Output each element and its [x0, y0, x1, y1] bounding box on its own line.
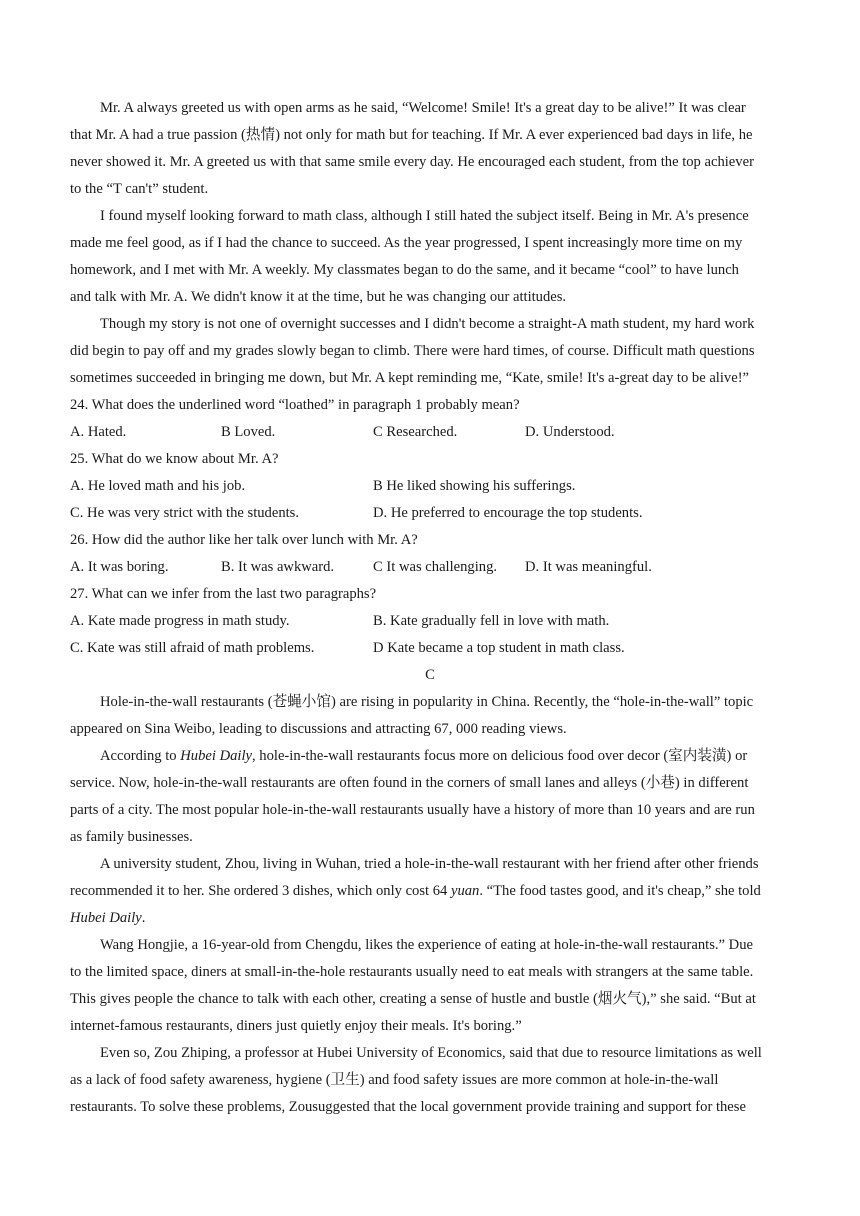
currency-word: yuan — [450, 883, 480, 899]
options-row — [70, 473, 790, 500]
text-line: as family businesses. — [70, 829, 193, 845]
option-c: C. Kate was still afraid of math problems. — [70, 640, 315, 656]
text-line: service. Now, hole-in-the-wall restaurants are often found in the corners of small lanes and alleys (小巷) in different — [70, 775, 749, 791]
question-26 — [70, 527, 790, 581]
text-line: Though my story is not one of overnight successes and I didn't become a straight-A math student, my hard work — [100, 316, 755, 332]
option-c: C Researched. — [373, 424, 458, 440]
text-line: Wang Hongjie, a 16-year-old from Chengdu, likes the experience of eating at hole-in-the-wall restaurants.” Due — [100, 937, 753, 953]
question-27 — [70, 581, 790, 662]
text-line: parts of a city. The most popular hole-in-the-wall restaurants usually have a history of more than 10 years and are run — [70, 802, 755, 818]
text-line — [70, 743, 790, 770]
text-line: restaurants. To solve these problems, Zousuggested that the local government provide training and support for these — [70, 1099, 746, 1115]
text-line: This gives people the chance to talk with each other, creating a sense of hustle and bustle (烟火气),” she said. “But at — [70, 991, 756, 1007]
text-line: internet-famous restaurants, diners just quietly enjoy their meals. It's boring.” — [70, 1018, 522, 1034]
text-line — [70, 878, 790, 905]
text-line: I found myself looking forward to math class, although I still hated the subject itself. Being in Mr. A's presence — [100, 208, 749, 224]
option-a: A. Hated. — [70, 424, 127, 440]
text-run: , hole-in-the-wall restaurants focus more on delicious food over decor (室内装潢) or — [252, 748, 748, 764]
text-line: Hole-in-the-wall restaurants (苍蝇小馆) are rising in popularity in China. Recently, the “hole-in-the-wall” topic — [100, 694, 754, 710]
text-line: homework, and I met with Mr. A weekly. My classmates began to do the same, and it became “cool” to have lunch — [70, 262, 739, 278]
paragraph — [70, 932, 790, 1040]
text-line: Even so, Zou Zhiping, a professor at Hubei University of Economics, said that due to resource limitations as well — [100, 1045, 762, 1061]
options-row — [70, 419, 790, 446]
question-stem: 27. What can we infer from the last two paragraphs? — [70, 586, 377, 602]
options-row — [70, 608, 790, 635]
text-line: appeared on Sina Weibo, leading to discussions and attracting 67, 000 reading views. — [70, 721, 567, 737]
question-stem: 24. What does the underlined word “loathed” in paragraph 1 probably mean? — [70, 397, 520, 413]
option-c: C It was challenging. — [373, 559, 498, 575]
text-line: to the limited space, diners at small-in-the-hole restaurants usually need to eat meals with strangers at the same table. — [70, 964, 754, 980]
paragraph — [70, 203, 790, 311]
options-row — [70, 554, 790, 581]
option-b: B He liked showing his sufferings. — [373, 478, 576, 494]
newspaper-name: Hubei Daily — [180, 748, 252, 764]
paragraph — [70, 95, 790, 203]
options-row — [70, 635, 790, 662]
page-content — [70, 95, 790, 1121]
text-line: did begin to pay off and my grades slowly began to climb. There were hard times, of course. Difficult math questions — [70, 343, 755, 359]
text-line: as a lack of food safety awareness, hygiene (卫生) and food safety issues are more common at hole-in-the-wall — [70, 1072, 719, 1088]
text-line: that Mr. A had a true passion (热情) not only for math but for teaching. If Mr. A ever experienced bad days in life, he — [70, 127, 753, 143]
text-line: sometimes succeeded in bringing me down, but Mr. A kept reminding me, “Kate, smile! It's a-great day to be alive!” — [70, 370, 750, 386]
text-run: recommended it to her. She ordered 3 dishes, which only cost 64 — [70, 883, 451, 899]
option-b: B. It was awkward. — [221, 559, 335, 575]
question-24 — [70, 392, 790, 446]
text-line: A university student, Zhou, living in Wuhan, tried a hole-in-the-wall restaurant with her friend after other friends — [100, 856, 759, 872]
question-25 — [70, 446, 790, 527]
paragraph — [70, 1040, 790, 1121]
paragraph — [70, 851, 790, 932]
option-a: A. It was boring. — [70, 559, 169, 575]
option-b: B Loved. — [221, 424, 276, 440]
text-line: and talk with Mr. A. We didn't know it at the time, but he was changing our attitudes. — [70, 289, 567, 305]
option-d: D. It was meaningful. — [525, 559, 652, 575]
options-row — [70, 500, 790, 527]
text-line: Mr. A always greeted us with open arms as he said, “Welcome! Smile! It's a great day to be alive!” It was clear — [100, 100, 746, 116]
option-d: D. Understood. — [525, 424, 615, 440]
paragraph — [70, 743, 790, 851]
newspaper-name: Hubei Daily — [70, 910, 142, 926]
text-line: made me feel good, as if I had the chance to succeed. As the year progressed, I spent increasingly more time on my — [70, 235, 743, 251]
text-run: . “The food tastes good, and it's cheap,” she told — [479, 883, 761, 899]
text-line: to the “T can't” student. — [70, 181, 209, 197]
text-run: According to — [100, 748, 181, 764]
paragraph — [70, 311, 790, 392]
text-run: . — [141, 910, 146, 926]
section-heading: C — [425, 667, 435, 683]
text-line: never showed it. Mr. A greeted us with that same smile every day. He encouraged each student, from the top achiever — [70, 154, 754, 170]
option-d: D. He preferred to encourage the top students. — [373, 505, 643, 521]
option-a: A. He loved math and his job. — [70, 478, 246, 494]
text-line — [70, 905, 790, 932]
paragraph — [70, 689, 790, 743]
question-stem: 25. What do we know about Mr. A? — [70, 451, 279, 467]
option-a: A. Kate made progress in math study. — [70, 613, 290, 629]
question-stem: 26. How did the author like her talk over lunch with Mr. A? — [70, 532, 418, 548]
option-c: C. He was very strict with the students. — [70, 505, 300, 521]
option-b: B. Kate gradually fell in love with math. — [373, 613, 610, 629]
option-d: D Kate became a top student in math class. — [373, 640, 625, 656]
